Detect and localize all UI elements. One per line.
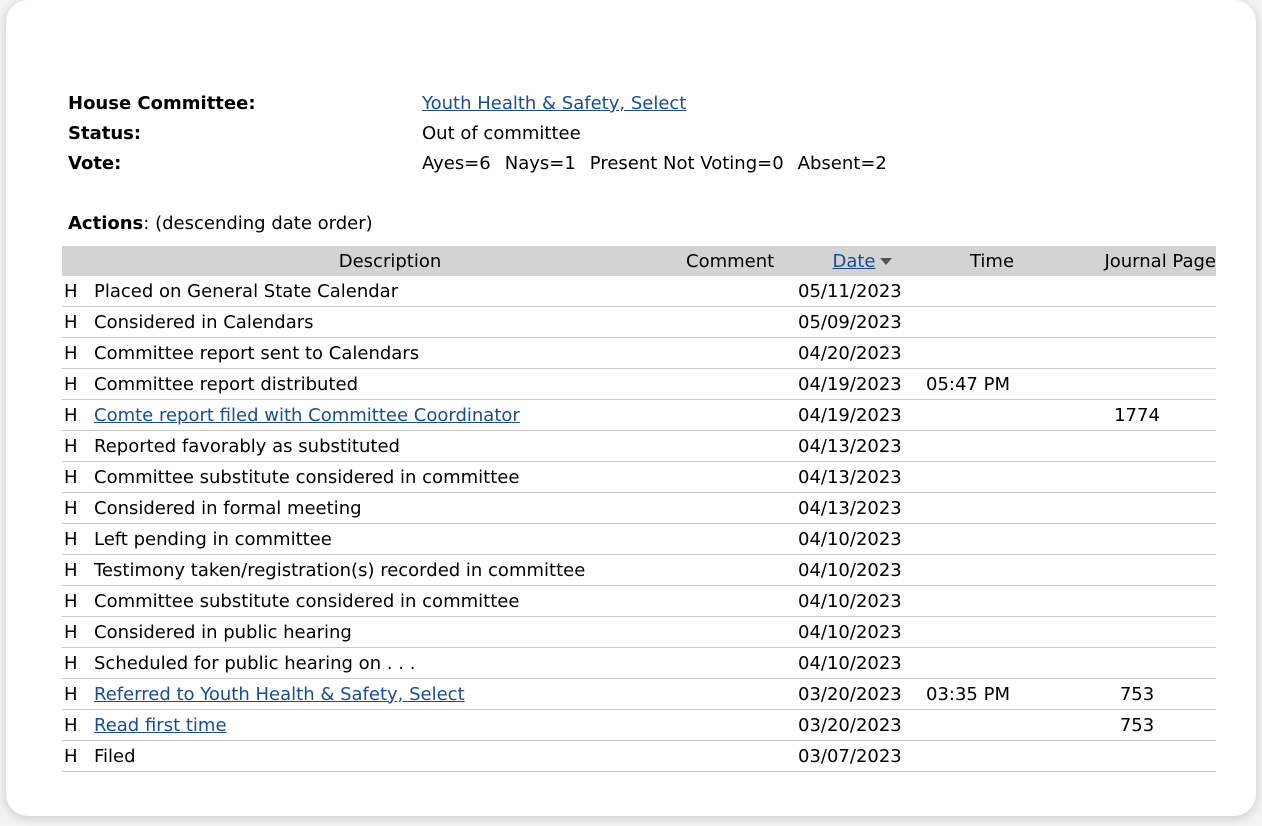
action-journal-page — [1058, 617, 1216, 648]
action-chamber — [62, 524, 94, 555]
action-journal-page — [1058, 524, 1216, 555]
action-journal-page-text: 1774 — [1114, 404, 1160, 426]
header-date[interactable] — [794, 246, 926, 276]
action-description — [94, 524, 686, 555]
action-chamber — [62, 741, 94, 772]
action-time — [926, 369, 1058, 400]
action-comment — [686, 555, 794, 586]
action-description — [94, 369, 686, 400]
action-row — [62, 493, 1216, 524]
action-comment — [686, 369, 794, 400]
action-journal-page — [1058, 307, 1216, 338]
action-date — [794, 369, 926, 400]
date-sort-link[interactable]: Date — [832, 250, 876, 272]
action-date — [794, 586, 926, 617]
action-time — [926, 462, 1058, 493]
action-description-text: Committee substitute considered in committee — [94, 466, 520, 488]
action-date-text: 04/19/2023 — [798, 404, 902, 426]
action-date — [794, 493, 926, 524]
action-comment — [686, 493, 794, 524]
action-date-text: 04/10/2023 — [798, 590, 902, 612]
action-journal-page — [1058, 555, 1216, 586]
action-date — [794, 400, 926, 431]
action-date — [794, 276, 926, 307]
action-chamber-text: H — [64, 714, 78, 736]
action-description — [94, 493, 686, 524]
action-row — [62, 276, 1216, 307]
action-comment — [686, 307, 794, 338]
action-time — [926, 555, 1058, 586]
header-journal-page: Journal Page — [1058, 246, 1216, 276]
actions-subtitle: : (descending date order) — [143, 213, 373, 234]
action-row — [62, 679, 1216, 710]
action-journal-page — [1058, 276, 1216, 307]
action-date-text: 05/11/2023 — [798, 280, 902, 302]
action-description-text: Committee substitute considered in committee — [94, 590, 520, 612]
action-journal-page — [1058, 586, 1216, 617]
action-description — [94, 400, 686, 431]
action-date-text: 03/07/2023 — [798, 745, 902, 767]
action-description — [94, 679, 686, 710]
action-row — [62, 710, 1216, 741]
action-time — [926, 648, 1058, 679]
action-journal-page — [1058, 338, 1216, 369]
action-chamber — [62, 555, 94, 586]
action-date — [794, 648, 926, 679]
action-comment — [686, 679, 794, 710]
action-chamber — [62, 710, 94, 741]
action-journal-page — [1058, 431, 1216, 462]
actions-heading — [68, 211, 373, 237]
actions-title: Actions — [68, 213, 144, 234]
action-description — [94, 431, 686, 462]
action-row — [62, 524, 1216, 555]
action-date-text: 04/10/2023 — [798, 528, 902, 550]
action-chamber — [62, 617, 94, 648]
action-chamber-text: H — [64, 497, 78, 519]
action-chamber-text: H — [64, 404, 78, 426]
action-date-text: 03/20/2023 — [798, 714, 902, 736]
action-row — [62, 648, 1216, 679]
vote-label: Vote: — [68, 153, 122, 174]
action-chamber-text: H — [64, 342, 78, 364]
action-date — [794, 555, 926, 586]
action-description — [94, 741, 686, 772]
action-chamber — [62, 462, 94, 493]
action-row — [62, 462, 1216, 493]
action-row — [62, 555, 1216, 586]
action-chamber-text: H — [64, 311, 78, 333]
action-date-text: 04/10/2023 — [798, 621, 902, 643]
action-time — [926, 586, 1058, 617]
action-chamber-text: H — [64, 559, 78, 581]
action-description — [94, 555, 686, 586]
action-chamber-text: H — [64, 745, 78, 767]
action-description-text: Considered in public hearing — [94, 621, 352, 643]
committee-link[interactable]: Youth Health & Safety, Select — [422, 93, 687, 114]
action-description-link[interactable]: Comte report filed with Committee Coordinator — [94, 404, 520, 426]
action-journal-page — [1058, 493, 1216, 524]
vote-present-not-voting: Present Not Voting=0 — [589, 153, 784, 174]
action-chamber-text: H — [64, 652, 78, 674]
action-comment — [686, 741, 794, 772]
action-chamber — [62, 276, 94, 307]
action-time — [926, 493, 1058, 524]
action-description — [94, 462, 686, 493]
action-comment — [686, 431, 794, 462]
action-date-text: 04/13/2023 — [798, 497, 902, 519]
action-time — [926, 710, 1058, 741]
action-chamber-text: H — [64, 590, 78, 612]
action-time — [926, 679, 1058, 710]
action-time — [926, 400, 1058, 431]
action-comment — [686, 462, 794, 493]
actions-table — [62, 246, 1216, 772]
action-journal-page-text: 753 — [1119, 714, 1155, 736]
action-date — [794, 307, 926, 338]
action-description-link[interactable]: Read first time — [94, 714, 227, 736]
status-label: Status: — [68, 123, 142, 144]
bill-history-card — [6, 0, 1256, 816]
action-description — [94, 307, 686, 338]
action-journal-page — [1058, 710, 1216, 741]
action-date-text: 04/20/2023 — [798, 342, 902, 364]
action-time-text: 05:47 PM — [926, 373, 1010, 395]
action-description-text: Testimony taken/registration(s) recorded in committee — [94, 559, 586, 581]
action-date-text: 04/19/2023 — [798, 373, 902, 395]
action-date-text: 04/13/2023 — [798, 466, 902, 488]
vote-absent: Absent=2 — [797, 153, 887, 174]
action-date — [794, 617, 926, 648]
action-journal-page — [1058, 369, 1216, 400]
action-chamber-text: H — [64, 528, 78, 550]
action-chamber-text: H — [64, 621, 78, 643]
action-chamber-text: H — [64, 435, 78, 457]
action-time — [926, 307, 1058, 338]
action-chamber — [62, 400, 94, 431]
action-chamber — [62, 586, 94, 617]
action-row — [62, 369, 1216, 400]
action-description — [94, 276, 686, 307]
action-description-text: Scheduled for public hearing on . . . — [94, 652, 416, 674]
action-journal-page — [1058, 400, 1216, 431]
action-chamber — [62, 679, 94, 710]
action-date — [794, 679, 926, 710]
action-description — [94, 710, 686, 741]
action-date — [794, 710, 926, 741]
action-description-text: Committee report sent to Calendars — [94, 342, 420, 364]
action-description-text: Reported favorably as substituted — [94, 435, 400, 457]
actions-header-row — [62, 246, 1216, 276]
action-journal-page — [1058, 679, 1216, 710]
action-chamber-text: H — [64, 280, 78, 302]
action-row — [62, 307, 1216, 338]
action-description-text: Filed — [94, 745, 136, 767]
action-row — [62, 338, 1216, 369]
action-date — [794, 462, 926, 493]
action-journal-page — [1058, 648, 1216, 679]
action-chamber — [62, 648, 94, 679]
action-row — [62, 586, 1216, 617]
action-row — [62, 400, 1216, 431]
action-chamber — [62, 493, 94, 524]
action-chamber-text: H — [64, 683, 78, 705]
action-chamber — [62, 431, 94, 462]
action-row — [62, 431, 1216, 462]
action-chamber-text: H — [64, 373, 78, 395]
action-journal-page — [1058, 741, 1216, 772]
action-time — [926, 524, 1058, 555]
action-comment — [686, 400, 794, 431]
action-description-text: Considered in formal meeting — [94, 497, 362, 519]
action-description-text: Considered in Calendars — [94, 311, 314, 333]
action-description-link[interactable]: Referred to Youth Health & Safety, Select — [94, 683, 465, 705]
action-row — [62, 741, 1216, 772]
action-date-text: 04/10/2023 — [798, 652, 902, 674]
action-description — [94, 338, 686, 369]
action-chamber-text: H — [64, 466, 78, 488]
header-chamber — [62, 246, 94, 276]
action-date — [794, 741, 926, 772]
action-date — [794, 338, 926, 369]
action-date — [794, 431, 926, 462]
committee-label: House Committee: — [68, 93, 256, 114]
action-chamber — [62, 369, 94, 400]
vote-nays: Nays=1 — [504, 153, 576, 174]
action-chamber — [62, 338, 94, 369]
vote-value — [422, 149, 887, 179]
action-time — [926, 338, 1058, 369]
action-time — [926, 741, 1058, 772]
action-comment — [686, 710, 794, 741]
header-description: Description — [94, 246, 686, 276]
action-time — [926, 617, 1058, 648]
action-row — [62, 617, 1216, 648]
action-description-text: Committee report distributed — [94, 373, 358, 395]
action-time — [926, 431, 1058, 462]
action-comment — [686, 276, 794, 307]
header-comment: Comment — [686, 246, 794, 276]
action-description-text: Left pending in committee — [94, 528, 332, 550]
action-comment — [686, 648, 794, 679]
action-comment — [686, 338, 794, 369]
action-comment — [686, 586, 794, 617]
header-time: Time — [926, 246, 1058, 276]
action-date — [794, 524, 926, 555]
action-description — [94, 648, 686, 679]
action-time-text: 03:35 PM — [926, 683, 1010, 705]
action-description — [94, 617, 686, 648]
status-value: Out of committee — [422, 123, 581, 144]
actions-body — [62, 276, 1216, 772]
vote-ayes: Ayes=6 — [422, 153, 491, 174]
action-description — [94, 586, 686, 617]
action-chamber — [62, 307, 94, 338]
action-comment — [686, 617, 794, 648]
action-journal-page — [1058, 462, 1216, 493]
action-comment — [686, 524, 794, 555]
action-description-text: Placed on General State Calendar — [94, 280, 399, 302]
action-date-text: 05/09/2023 — [798, 311, 902, 333]
action-journal-page-text: 753 — [1119, 683, 1155, 705]
action-time — [926, 276, 1058, 307]
action-date-text: 04/10/2023 — [798, 559, 902, 581]
sort-descending-icon[interactable] — [880, 258, 892, 265]
action-date-text: 03/20/2023 — [798, 683, 902, 705]
action-date-text: 04/13/2023 — [798, 435, 902, 457]
